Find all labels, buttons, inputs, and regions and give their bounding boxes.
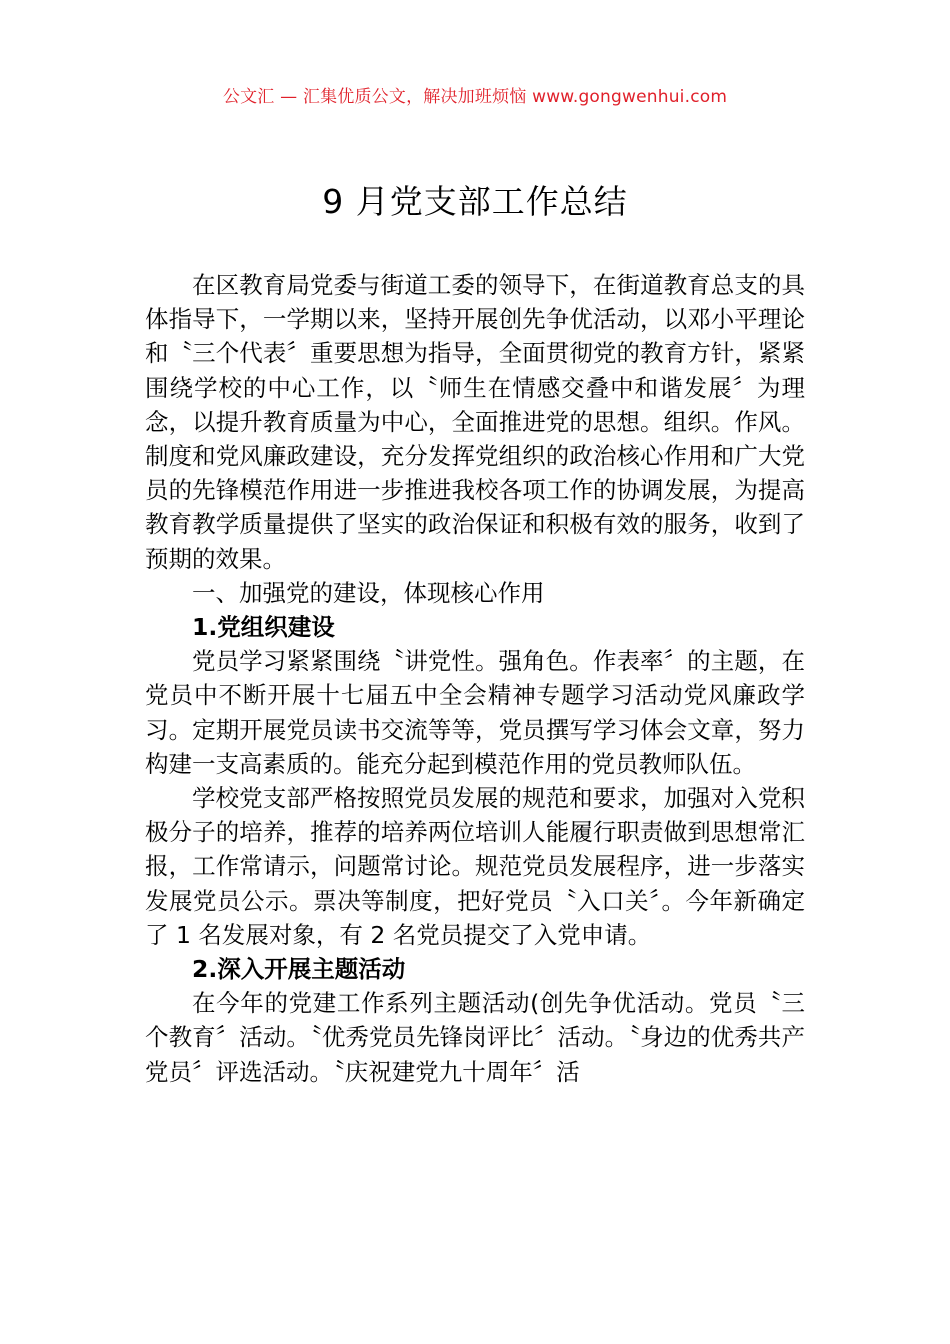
intro-paragraph: 在区教育局党委与街道工委的领导下，在街道教育总支的具体指导下，一学期以来，坚持开展创先争优活动，以邓小平理论和〝三个代表〞重要思想为指导，全面贯彻党的教育方针，紧紧围绕学校的中心工作，以〝师生在情感交叠中和谐发展〞为理念，以提升教育质量为中心，全面推进党的思想。组织。作风。制度和党风廉政建设，充分发挥党组织的政治核心作用和广大党员的先锋模范作用进一步推进我校各项工作的协调发展，为提高教育教学质量提供了坚实的政治保证和积极有效的服务，收到了预期的效果。: [145, 271, 805, 573]
subsection-heading-2: 2.深入开展主题活动: [192, 955, 406, 984]
subsection-2-paragraph-1: 在今年的党建工作系列主题活动(创先争优活动。党员〝三个教育〞活动。〝优秀党员先锋岗评比〞活动。〝身边的优秀共产党员〞评选活动。〝庆祝建党九十周年〞活: [145, 989, 805, 1086]
section-heading-1: 一、加强党的建设，体现核心作用: [192, 578, 545, 607]
document-title: 9 月党支部工作总结: [322, 182, 628, 221]
watermark-banner: 公文汇 — 汇集优质公文，解决加班烦恼 www.gongwenhui.com: [222, 87, 728, 107]
subsection-1-paragraph-1: 党员学习紧紧围绕〝讲党性。强角色。作表率〞的主题，在党员中不断开展十七届五中全会精神专题学习活动党风廉政学习。定期开展党员读书交流等等，党员撰写学习体会文章，努力构建一支高素质的。能充分起到模范作用的党员教师队伍。: [145, 647, 805, 778]
subsection-1-paragraph-2: 学校党支部严格按照党员发展的规范和要求，加强对入党积极分子的培养，推荐的培养两位培训人能履行职责做到思想常汇报，工作常请示，问题常讨论。规范党员发展程序，进一步落实发展党员公示。票决等制度，把好党员〝入口关〞。今年新确定了 1 名发展对象，有 2 名党员提交了入党申请。: [145, 784, 805, 949]
subsection-heading-1: 1.党组织建设: [192, 613, 335, 642]
document-body: [145, 268, 805, 1089]
